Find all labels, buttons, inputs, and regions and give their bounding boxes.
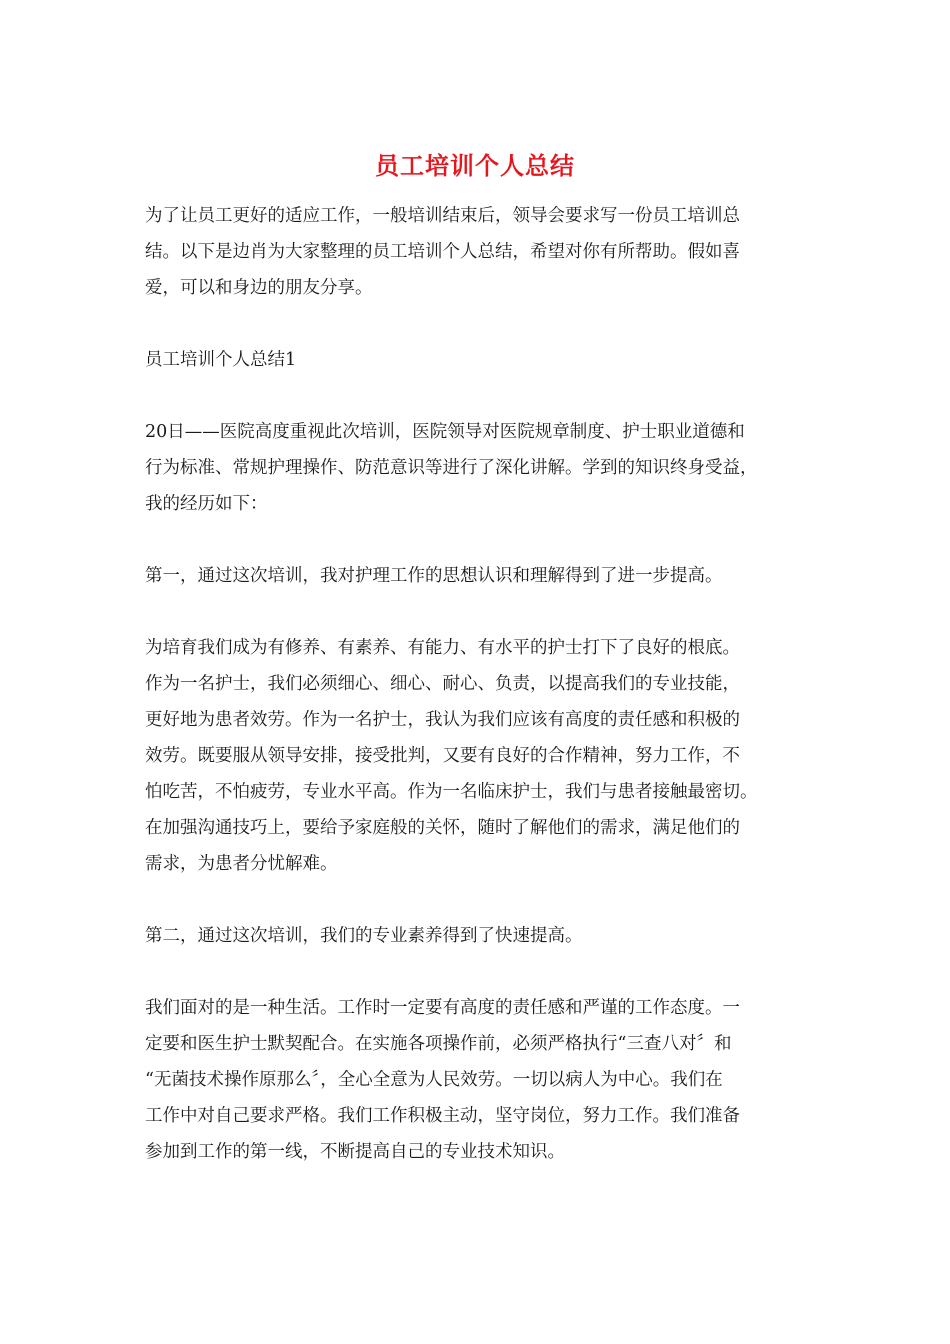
point-heading-first: 第一，通过这次培训，我对护理工作的思想认识和理解得到了进一步提高。 — [145, 566, 723, 586]
body-paragraph: 20日——医院高度重视此次培训，医院领导对医院规章制度、护士职业道德和 行为标准、常规护理操作、防范意识等进行了深化讲解。学到的知识终身受益， 我的经历如下： — [145, 422, 758, 514]
intro-paragraph: 为了让员工更好的适应工作，一般培训结束后，领导会要求写一份员工培训总 结。以下是边肖为大家整理的员工培训个人总结，希望对你有所帮助。假如喜 爱，可以和身边的朋友分享。 — [145, 206, 740, 298]
body-paragraph: 我们面对的是一种生活。工作时一定要有高度的责任感和严谨的工作态度。一 定要和医生护士默契配合。在实施各项操作前，必须严格执行“三查八对〞和 “无菌技术操作原那么〞，全心全意为人民效劳。一切以病人为中心。我们在 工作中对自己要求严格。我们工作积极主动，坚守岗位，努力工作。我们准备 参加到工作的第一线，不断提高自己的专业技术知识。 — [145, 998, 740, 1162]
document-title: 员工培训个人总结 — [375, 151, 575, 180]
point-heading-second: 第二，通过这次培训，我们的专业素养得到了快速提高。 — [145, 926, 583, 946]
body-paragraph: 为培育我们成为有修养、有素养、有能力、有水平的护士打下了良好的根底。 作为一名护士，我们必须细心、细心、耐心、负责，以提高我们的专业技能， 更好地为患者效劳。作为一名护士，我认为我们应该有高度的责任感和积极的 效劳。既要服从领导安排，接受批判，又要有良好的合作精神，努力工作，不 怕吃苦，不怕疲劳，专业水平高。作为一名临床护士，我们与患者接触最密切。 在加强沟通技巧上，要给予家庭般的关怀，随时了解他们的需求，满足他们的 需求，为患者分忧解难。 — [145, 638, 758, 874]
document-body — [145, 198, 810, 1206]
section-heading: 员工培训个人总结1 — [145, 350, 297, 370]
